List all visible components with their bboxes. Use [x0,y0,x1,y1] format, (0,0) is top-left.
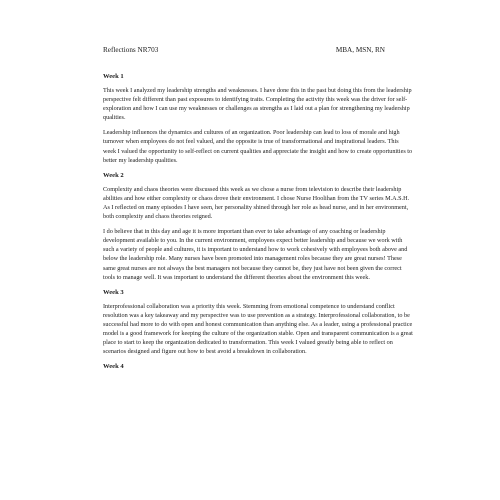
page-header [103,44,385,56]
header-course-code: Reflections NR703 [103,46,159,54]
section-week-3 [103,288,413,357]
paragraph: This week I analyzed my leadership strengths and weaknesses. I have done this in the past but doing this from the leadership perspective felt different than past exposures to identifying traits. Completing the activity this week was the driver for self- exploration and how I can use my weaknesses or challenges as strengths as I laid out a plan for strengthening my leadership qualities. [103,87,412,122]
section-week-2 [103,171,413,282]
section-week-1 [103,72,413,165]
paragraph: I do believe that in this day and age it is more important than ever to take advantage of any coaching or leadership development available to you. In the current environment, employees expect better leadership and because we work with such a variety of people and cultures, it is important to understand how to work cohesively with employees both above and below the leadership role. Many nurses have been promoted into management roles because they are great nurses! These same great nurses are not always the best managers not because they cannot be, they just have not been given the correct tools to manage well. It was important to understand the different theories about the environment this week. [103,228,408,281]
paragraph: Complexity and chaos theories were discussed this week as we chose a nurse from television to describe their leadership abilities and how either complexity or chaos drove their environment. I chose Nurse Hoolihan from the TV series M.A.S.H. As I reflected on many episodes I have seen, her personality shined through her role as head nurse, and in her environment, both complexity and chaos theories reigned. [103,185,410,221]
section-heading: Week 2 [103,171,124,179]
paragraph: Leadership influences the dynamics and cultures of an organization. Poor leadership can lead to loss of morale and high turnover when employees do not feel valued, and the opposite is true of transformational and inspirational leaders. This week I valued the opportunity to self-reflect on current qualities and appreciate the insight and how to create opportunities to better my leadership qualities. [103,129,413,164]
paragraph: Interprofessional collaboration was a priority this week. Stemming from emotional competence to understand conflict resolution was a key takeaway and my perspective was to use prevention as a strategy. Interprofessional collaboration, to be successful had more to do with open and honest communication than anything else. As a leader, using a professional practice model is a good framework for keeping the culture of the organization stable. Open and transparent communication is a great place to start to keep the organization dedicated to transformation. This week I valued greatly being able to reflect on scenarios designed and figure out how to best avoid a breakdown in collaboration. [103,302,413,356]
section-heading: Week 4 [103,363,124,371]
document-body [103,72,413,376]
section-week-4 [103,362,413,371]
section-heading: Week 3 [103,288,124,296]
header-credentials: MBA, MSN, RN [335,46,385,54]
section-heading: Week 1 [103,73,124,80]
